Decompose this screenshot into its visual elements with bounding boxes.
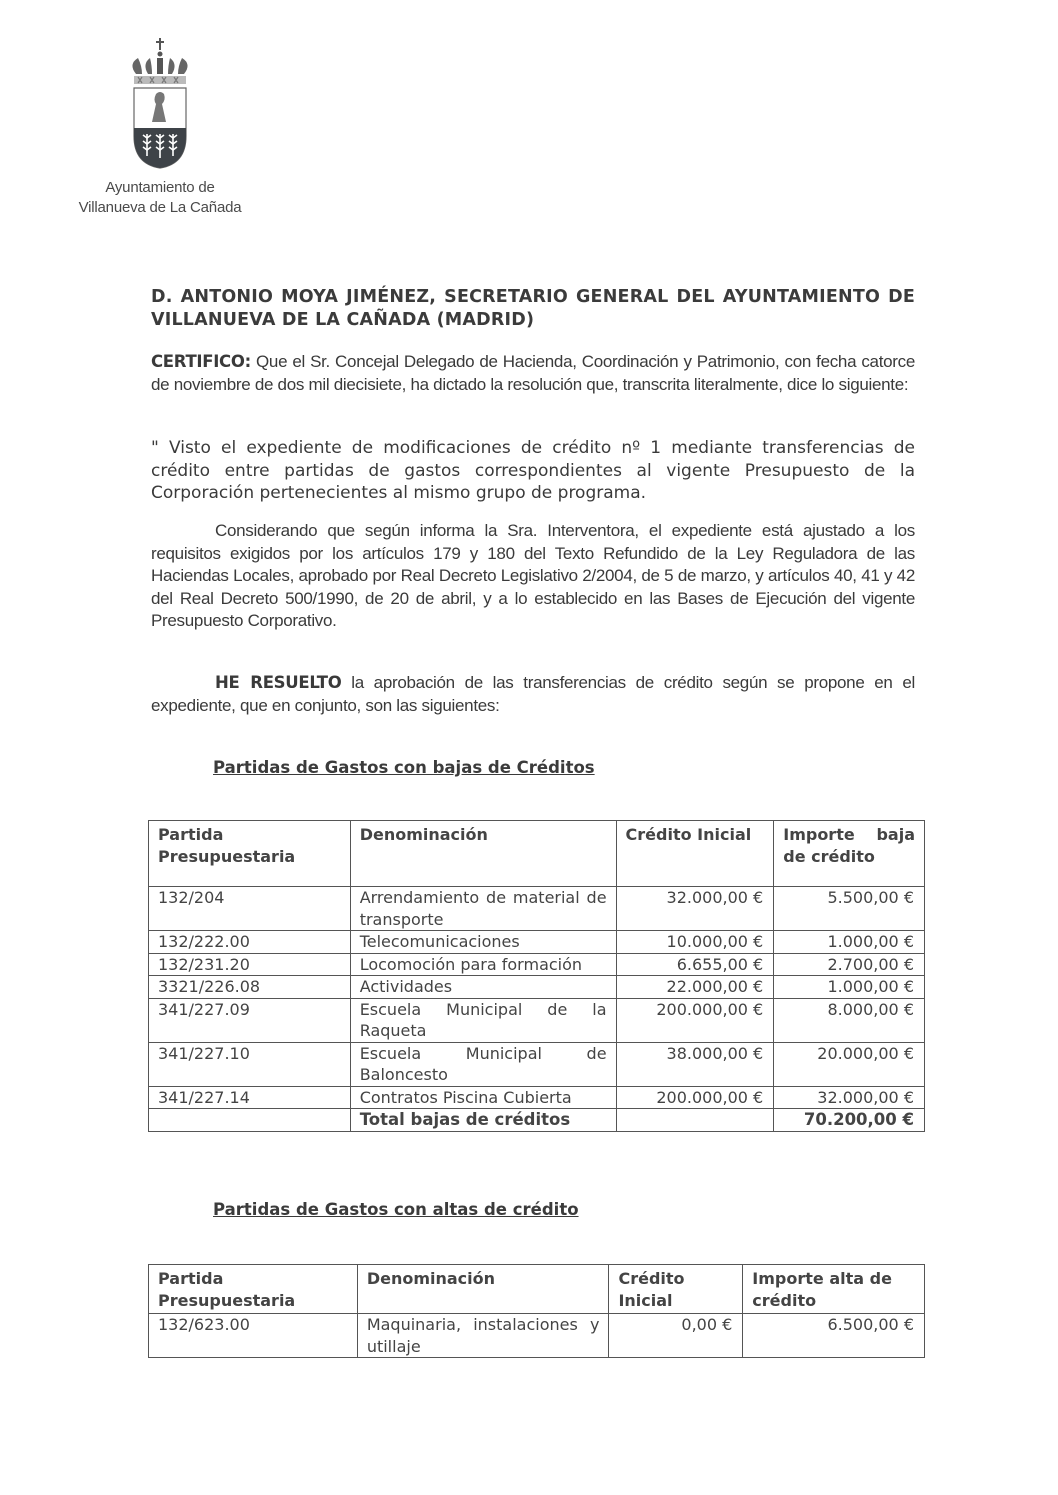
credito-inicial-cell: 200.000,00 € [616, 998, 774, 1042]
total-row [149, 1109, 925, 1132]
partida-cell: 341/227.14 [149, 1086, 351, 1109]
visto-paragraph: " Visto el expediente de modificaciones de crédito nº 1 mediante transferencias de crédito entre partidas de gastos correspondientes al vigente Presupuesto de la Corporación pertenecientes al mismo grupo de programa. [151, 438, 915, 503]
importe-cell: 2.700,00 € [774, 953, 925, 976]
credito-inicial-cell: 38.000,00 € [616, 1042, 774, 1086]
header-importe-alta: Importe alta de crédito [743, 1265, 925, 1314]
table-row [149, 931, 925, 954]
partida-cell: 132/623.00 [149, 1314, 358, 1358]
header-credito-inicial: Crédito Inicial [609, 1265, 743, 1314]
municipality-header [70, 36, 250, 218]
denominacion-cell: Contratos Piscina Cubierta [350, 1086, 616, 1109]
resuelto-paragraph [151, 672, 915, 717]
certifico-text: Que el Sr. Concejal Delegado de Hacienda, Coordinación y Patrimonio, con fecha catorce de noviembre de dos mil diecisiete, ha dictado la resolución que, transcrita literalmente, dice lo siguiente: [151, 352, 915, 394]
table-row [149, 953, 925, 976]
certifico-paragraph [151, 351, 915, 396]
credito-inicial-cell: 6.655,00 € [616, 953, 774, 976]
partida-cell: 341/227.09 [149, 998, 351, 1042]
partida-cell: 132/204 [149, 887, 351, 931]
resuelto-text: la aprobación de las transferencias de crédito según se propone en el expediente, que en conjunto, son las siguientes: [151, 673, 915, 715]
coat-of-arms-icon [120, 36, 200, 176]
considerando-paragraph: Considerando que según informa la Sra. Interventora, el expediente está ajustado a los requisitos exigidos por los artículos 179 y 180 del Texto Refundido de la Ley Reguladora de las Haciendas Locales, aprobado por Real Decreto Legislativo 2/2004, de 5 de marzo, y artículos 40, 41 y 42 del Real Decreto 500/1990, de 20 de abril, y a lo establecido en las Bases de Ejecución del vigente Presupuesto Corporativo. [151, 521, 915, 630]
credito-inicial-cell: 0,00 € [609, 1314, 743, 1358]
altas-section-title: Partidas de Gastos con altas de crédito [213, 1200, 579, 1219]
importe-cell: 6.500,00 € [743, 1314, 925, 1358]
denominacion-cell: Escuela Municipal de Baloncesto [350, 1042, 616, 1086]
denominacion-cell [350, 953, 616, 976]
altas-header-row [149, 1265, 925, 1314]
credito-inicial-cell: 22.000,00 € [616, 976, 774, 999]
table-row [149, 1042, 925, 1086]
total-label: Total bajas de créditos [350, 1109, 616, 1132]
table-row [149, 998, 925, 1042]
header-partida: Partida Presupuestaria [149, 1265, 358, 1314]
document-title: D. ANTONIO MOYA JIMÉNEZ, SECRETARIO GENERAL DEL AYUNTAMIENTO DE VILLANUEVA DE LA CAÑADA (MADRID) [151, 287, 915, 330]
importe-cell: 5.500,00 € [774, 887, 925, 931]
header-partida: Partida Presupuestaria [149, 821, 351, 887]
header-credito-inicial: Crédito Inicial [616, 821, 774, 887]
total-value: 70.200,00 € [774, 1109, 925, 1132]
importe-cell: 20.000,00 € [774, 1042, 925, 1086]
org-name-line1: Ayuntamiento de [105, 179, 215, 196]
empty-cell [616, 1109, 774, 1132]
bajas-table [148, 820, 925, 1132]
denominacion-cell: Actividades [350, 976, 616, 999]
partida-cell: 3321/226.08 [149, 976, 351, 999]
denominacion-cell: Escuela Municipal de la Raqueta [350, 998, 616, 1042]
altas-table [148, 1264, 925, 1358]
certifico-label: CERTIFICO: [151, 352, 251, 371]
header-importe-baja: Importe baja de crédito [774, 821, 925, 887]
importe-cell: 32.000,00 € [774, 1086, 925, 1109]
credito-inicial-cell: 200.000,00 € [616, 1086, 774, 1109]
denominacion-cell: Telecomunicaciones [350, 931, 616, 954]
table-row [149, 1314, 925, 1358]
partida-cell: 132/231.20 [149, 953, 351, 976]
denominacion-cell: Maquinaria, instalaciones y utillaje [357, 1314, 609, 1358]
empty-cell [149, 1109, 351, 1132]
table-row [149, 976, 925, 999]
importe-cell: 8.000,00 € [774, 998, 925, 1042]
org-name-line2: Villanueva de La Cañada [78, 199, 242, 216]
table-row [149, 1086, 925, 1109]
bajas-section-title: Partidas de Gastos con bajas de Créditos [213, 758, 595, 777]
partida-cell: 132/222.00 [149, 931, 351, 954]
resuelto-label: HE RESUELTO [215, 673, 342, 692]
denominacion-text: Locomoción para formación [359, 954, 583, 974]
denominacion-cell: Arrendamiento de material de transporte [350, 887, 616, 931]
header-denominacion: Denominación [350, 821, 616, 887]
header-denominacion: Denominación [357, 1265, 609, 1314]
credito-inicial-cell: 32.000,00 € [616, 887, 774, 931]
importe-cell: 1.000,00 € [774, 976, 925, 999]
bajas-header-row [149, 821, 925, 887]
table-row [149, 887, 925, 931]
importe-cell: 1.000,00 € [774, 931, 925, 954]
credito-inicial-cell: 10.000,00 € [616, 931, 774, 954]
partida-cell: 341/227.10 [149, 1042, 351, 1086]
